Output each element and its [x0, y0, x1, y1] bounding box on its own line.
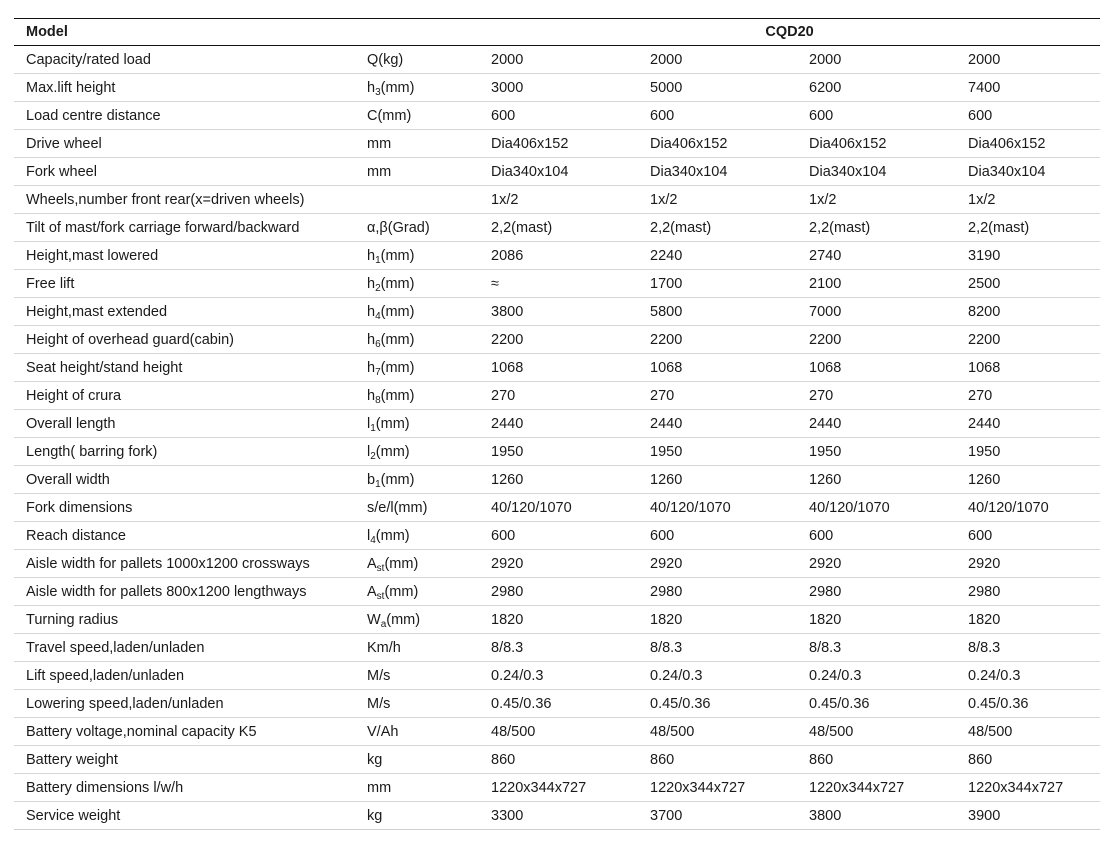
value-cell: 5800 [650, 303, 683, 320]
value-cell: 1068 [968, 359, 1001, 376]
value-cell: 3700 [650, 807, 683, 824]
value-cell: 40/120/1070 [809, 499, 890, 516]
value-cell: 1820 [491, 611, 524, 628]
value-cell: Dia340x104 [809, 163, 887, 180]
parameter-name: Drive wheel [26, 135, 102, 152]
table-row [14, 718, 1100, 746]
value-cell: 2500 [968, 275, 1001, 292]
table-row [14, 690, 1100, 718]
value-cell: 860 [809, 751, 834, 768]
value-cell: 2,2(mast) [491, 219, 553, 236]
value-cell: 3190 [968, 247, 1001, 264]
table-row [14, 214, 1100, 242]
parameter-name: Battery dimensions l/w/h [26, 779, 184, 796]
parameter-unit: $l_4(mm)$ [367, 527, 410, 546]
value-cell: 1x/2 [491, 191, 519, 208]
value-cell: 2980 [968, 583, 1001, 600]
parameter-unit: Q(kg) [367, 51, 404, 68]
parameter-unit: $l_2(mm)$ [367, 443, 410, 462]
parameter-unit: M/s [367, 667, 391, 684]
value-cell: 2440 [968, 415, 1001, 432]
table-row [14, 382, 1100, 410]
parameter-unit: M/s [367, 695, 391, 712]
parameter-unit: $h_6(mm)$ [367, 331, 415, 350]
value-cell: 2086 [491, 247, 524, 264]
value-cell: 2980 [491, 583, 524, 600]
parameter-name: Wheels,number front rear(x=driven wheels) [26, 191, 305, 208]
parameter-name: Load centre distance [26, 107, 161, 124]
value-cell: 2000 [809, 51, 842, 68]
value-cell: 860 [968, 751, 993, 768]
value-cell: 1068 [491, 359, 524, 376]
spec-table [14, 18, 1100, 830]
value-cell: 1220x344x727 [650, 779, 746, 796]
value-cell: 0.24/0.3 [809, 667, 862, 684]
table-row [14, 326, 1100, 354]
value-cell: 2920 [491, 555, 524, 572]
parameter-name: Height of overhead guard(cabin) [26, 331, 234, 348]
value-cell: 0.45/0.36 [809, 695, 870, 712]
table-row [14, 158, 1100, 186]
table-row [14, 74, 1100, 102]
parameter-unit: $h_1(mm)$ [367, 247, 415, 266]
value-cell: 1820 [809, 611, 842, 628]
parameter-name: Service weight [26, 807, 121, 824]
value-cell: 2200 [650, 331, 683, 348]
parameter-name: Battery weight [26, 751, 118, 768]
parameter-name: Reach distance [26, 527, 126, 544]
table-row [14, 186, 1100, 214]
parameter-name: Tilt of mast/fork carriage forward/backward [26, 219, 300, 236]
value-cell: 8/8.3 [968, 639, 1001, 656]
parameter-unit: $l_1(mm)$ [367, 415, 410, 434]
table-body [14, 46, 1100, 830]
table-row [14, 270, 1100, 298]
value-cell: 48/500 [491, 723, 536, 740]
value-cell: 600 [650, 107, 675, 124]
parameter-unit: $h_7(mm)$ [367, 359, 415, 378]
value-cell: 600 [491, 107, 516, 124]
table-row [14, 466, 1100, 494]
value-cell: 2200 [491, 331, 524, 348]
parameter-name: Overall length [26, 415, 116, 432]
parameter-name: Max.lift height [26, 79, 116, 96]
parameter-name: Overall width [26, 471, 110, 488]
value-cell: 1820 [650, 611, 683, 628]
parameter-name: Fork dimensions [26, 499, 133, 516]
value-cell: 48/500 [968, 723, 1013, 740]
value-cell: 8/8.3 [809, 639, 842, 656]
table-row [14, 298, 1100, 326]
value-cell: 2920 [809, 555, 842, 572]
value-cell: 1220x344x727 [809, 779, 905, 796]
parameter-name: Aisle width for pallets 1000x1200 crossways [26, 555, 310, 572]
value-cell: 2000 [491, 51, 524, 68]
parameter-name: Fork wheel [26, 163, 97, 180]
value-cell: 0.45/0.36 [968, 695, 1029, 712]
value-cell: 600 [491, 527, 516, 544]
value-cell: 270 [968, 387, 993, 404]
value-cell: 40/120/1070 [968, 499, 1049, 516]
parameter-unit: $h_4(mm)$ [367, 303, 415, 322]
value-cell: ≈ [491, 275, 499, 292]
parameter-unit: s/e/l(mm) [367, 499, 428, 516]
value-cell: 48/500 [809, 723, 854, 740]
value-cell: 7000 [809, 303, 842, 320]
parameter-unit: C(mm) [367, 107, 412, 124]
value-cell: 2000 [968, 51, 1001, 68]
value-cell: 1260 [968, 471, 1001, 488]
value-cell: 2440 [491, 415, 524, 432]
value-cell: 1220x344x727 [491, 779, 587, 796]
value-cell: 1950 [650, 443, 683, 460]
value-cell: Dia406x152 [650, 135, 728, 152]
value-cell: 600 [968, 527, 993, 544]
parameter-name: Free lift [26, 275, 75, 292]
value-cell: 2,2(mast) [809, 219, 871, 236]
table-row [14, 438, 1100, 466]
table-row [14, 410, 1100, 438]
parameter-name: Lift speed,laden/unladen [26, 667, 185, 684]
parameter-unit: $h_8(mm)$ [367, 387, 415, 406]
model-name: CQD20 [765, 24, 814, 40]
value-cell: 2980 [650, 583, 683, 600]
parameter-name: Capacity/rated load [26, 51, 151, 68]
parameter-unit: $h_3(mm)$ [367, 79, 415, 98]
value-cell: 2200 [968, 331, 1001, 348]
value-cell: 1220x344x727 [968, 779, 1064, 796]
value-cell: 1820 [968, 611, 1001, 628]
value-cell: 1x/2 [968, 191, 996, 208]
value-cell: 6200 [809, 79, 842, 96]
value-cell: 1068 [809, 359, 842, 376]
value-cell: 2980 [809, 583, 842, 600]
parameter-name: Turning radius [26, 611, 119, 628]
parameter-unit: α,β(Grad) [367, 219, 430, 236]
table-row [14, 550, 1100, 578]
parameter-name: Height,mast extended [26, 303, 168, 320]
value-cell: 270 [809, 387, 834, 404]
header-row [14, 19, 1100, 46]
value-cell: 1260 [650, 471, 683, 488]
value-cell: 3800 [491, 303, 524, 320]
value-cell: 270 [491, 387, 516, 404]
value-cell: 40/120/1070 [650, 499, 731, 516]
parameter-name: Travel speed,laden/unladen [26, 639, 205, 656]
table-row [14, 354, 1100, 382]
value-cell: 1260 [491, 471, 524, 488]
value-cell: 7400 [968, 79, 1001, 96]
value-cell: 0.24/0.3 [491, 667, 544, 684]
value-cell: 1950 [968, 443, 1001, 460]
parameter-unit: kg [367, 807, 383, 824]
value-cell: 1x/2 [809, 191, 837, 208]
value-cell: 600 [968, 107, 993, 124]
parameter-unit: $W_a(mm)$ [367, 611, 421, 630]
parameter-unit: kg [367, 751, 383, 768]
parameter-unit [355, 186, 479, 214]
value-cell: 8/8.3 [650, 639, 683, 656]
value-cell: 48/500 [650, 723, 695, 740]
table-row [14, 102, 1100, 130]
value-cell: 1950 [491, 443, 524, 460]
value-cell: 2000 [650, 51, 683, 68]
parameter-name: Height,mast lowered [26, 247, 159, 264]
value-cell: 1260 [809, 471, 842, 488]
table-row [14, 634, 1100, 662]
value-cell: Dia340x104 [491, 163, 569, 180]
parameter-name: Lowering speed,laden/unladen [26, 695, 224, 712]
value-cell: 8200 [968, 303, 1001, 320]
parameter-name: Length( barring fork) [26, 443, 158, 460]
table-row [14, 774, 1100, 802]
value-cell: 1x/2 [650, 191, 678, 208]
value-cell: 8/8.3 [491, 639, 524, 656]
value-cell: 2240 [650, 247, 683, 264]
table-row [14, 46, 1100, 74]
table-row [14, 746, 1100, 774]
parameter-unit: mm [367, 163, 392, 180]
value-cell: 3000 [491, 79, 524, 96]
value-cell: 860 [650, 751, 675, 768]
value-cell: Dia406x152 [809, 135, 887, 152]
table-row [14, 494, 1100, 522]
parameter-unit: $h_2(mm)$ [367, 275, 415, 294]
table-row [14, 242, 1100, 270]
value-cell: 3900 [968, 807, 1001, 824]
parameter-name: Height of crura [26, 387, 122, 404]
value-cell: 2740 [809, 247, 842, 264]
value-cell: 3300 [491, 807, 524, 824]
value-cell: 1700 [650, 275, 683, 292]
value-cell: Dia340x104 [968, 163, 1046, 180]
parameter-name: Aisle width for pallets 800x1200 lengthways [26, 583, 307, 600]
value-cell: 2440 [650, 415, 683, 432]
value-cell: 2,2(mast) [650, 219, 712, 236]
value-cell: 860 [491, 751, 516, 768]
table-row [14, 130, 1100, 158]
value-cell: Dia406x152 [491, 135, 569, 152]
model-label: Model [26, 24, 68, 40]
value-cell: 3800 [809, 807, 842, 824]
value-cell: 1950 [809, 443, 842, 460]
table-header [14, 19, 1100, 46]
value-cell: 0.45/0.36 [491, 695, 552, 712]
value-cell: 2,2(mast) [968, 219, 1030, 236]
table-row [14, 662, 1100, 690]
value-cell: 5000 [650, 79, 683, 96]
parameter-unit: Km/h [367, 639, 401, 656]
value-cell: 1068 [650, 359, 683, 376]
header-spacer [355, 19, 479, 46]
value-cell: 40/120/1070 [491, 499, 572, 516]
parameter-unit: $A_{st}(mm)$ [367, 583, 419, 602]
value-cell: 0.24/0.3 [650, 667, 703, 684]
value-cell: 2920 [650, 555, 683, 572]
table-row [14, 802, 1100, 830]
parameter-unit: mm [367, 779, 392, 796]
table-row [14, 578, 1100, 606]
value-cell: 600 [650, 527, 675, 544]
table-row [14, 522, 1100, 550]
parameter-unit: mm [367, 135, 392, 152]
value-cell: 2100 [809, 275, 842, 292]
parameter-unit: $b_1(mm)$ [367, 471, 415, 490]
table-row [14, 606, 1100, 634]
value-cell: Dia406x152 [968, 135, 1046, 152]
parameter-unit: V/Ah [367, 723, 399, 740]
value-cell: Dia340x104 [650, 163, 728, 180]
value-cell: 2200 [809, 331, 842, 348]
parameter-unit: $A_{st}(mm)$ [367, 555, 419, 574]
value-cell: 0.45/0.36 [650, 695, 711, 712]
value-cell: 600 [809, 107, 834, 124]
value-cell: 270 [650, 387, 675, 404]
value-cell: 2920 [968, 555, 1001, 572]
value-cell: 2440 [809, 415, 842, 432]
parameter-name: Battery voltage,nominal capacity K5 [26, 723, 257, 740]
value-cell: 600 [809, 527, 834, 544]
value-cell: 0.24/0.3 [968, 667, 1021, 684]
parameter-name: Seat height/stand height [26, 359, 183, 376]
